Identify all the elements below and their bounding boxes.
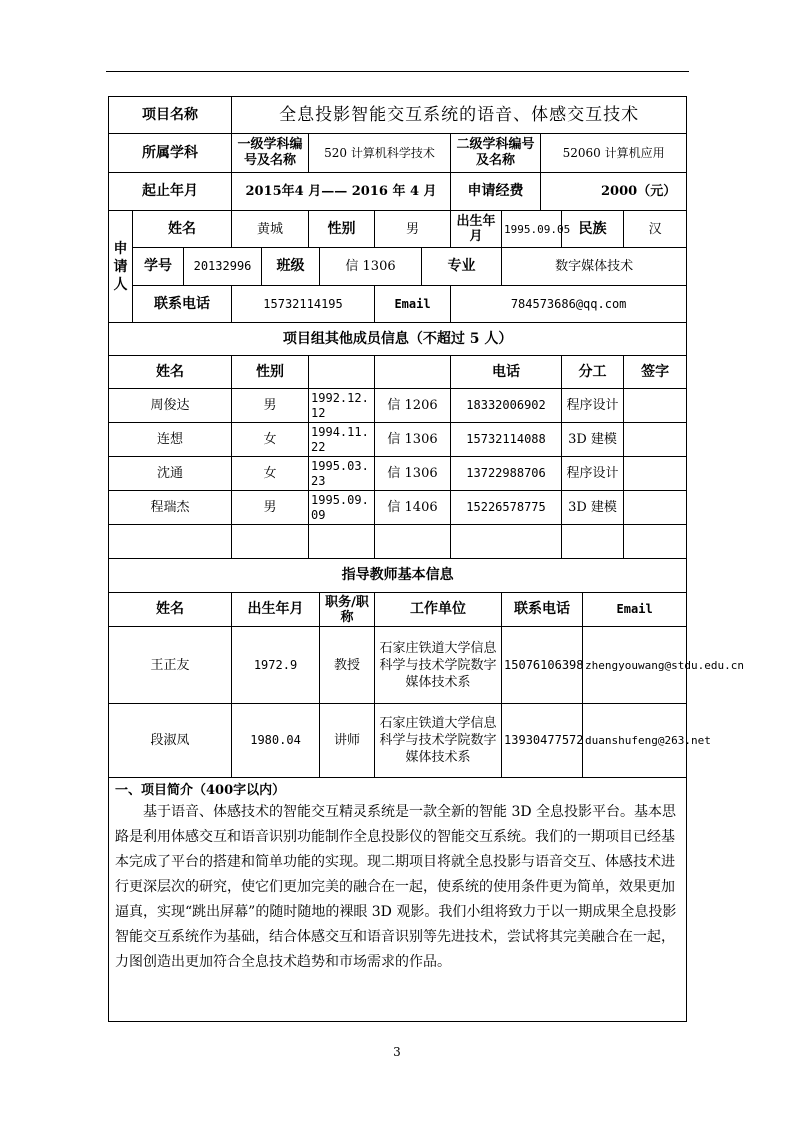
intro-text: 基于语音、体感技术的智能交互精灵系统是一款全新的智能 3D 全息投影平台。基本思路是利用体感交互和语音识别功能制作全息投影仪的智能交互系统。我们的一期项目已经基本完成了平台的搭建和简单功能的实现。现二期项目将就全息投影与语音交互、体感技术进行更深层次的研究，使它们更加完美的融合在一起，使系统的使用条件更为简单，效果更加逼真，实现“跳出屏幕”的随时随地的裸眼 3D 观影。我们小组将致力于以一期成果全息投影智能交互系统作为基础，结合体感交互和语音识别等先进技术，尝试将其完美融合在一起，力图创造出更加符合全息技术趋势和市场需求的作品。 <box>115 804 677 970</box>
members-header-phone: 电话 <box>451 356 562 389</box>
member-signature <box>624 423 687 457</box>
advisor-unit: 石家庄铁道大学信息科学与技术学院数字媒体技术系 <box>375 627 502 704</box>
page-number: 3 <box>393 1045 401 1059</box>
applicant-phone-value: 15732114195 <box>232 286 375 323</box>
member-phone: 15226578775 <box>451 491 562 525</box>
member-phone: 13722988706 <box>451 457 562 491</box>
advisors-header-birth: 出生年月 <box>232 593 320 627</box>
applicant-name-value: 黄城 <box>232 211 309 248</box>
member-signature <box>624 491 687 525</box>
members-header-birth <box>309 356 375 389</box>
member-signature <box>624 457 687 491</box>
member-birth: 1995.03.23 <box>309 457 375 491</box>
applicant-gender-label: 性别 <box>309 211 375 248</box>
members-header-class <box>375 356 451 389</box>
advisor-title: 讲师 <box>320 704 375 778</box>
applicant-birth-value: 1995.09.05 <box>502 211 562 248</box>
members-header-signature: 签字 <box>624 356 687 389</box>
header-rule <box>106 71 689 72</box>
advisor-birth: 1980.04 <box>232 704 320 778</box>
advisor-phone: 15076106398 <box>502 627 583 704</box>
table-row <box>109 491 687 525</box>
advisor-title: 教授 <box>320 627 375 704</box>
applicant-id-label: 学号 <box>133 248 184 286</box>
advisor-name: 王正友 <box>109 627 232 704</box>
advisors-header-unit: 工作单位 <box>375 593 502 627</box>
applicant-ethnicity-value: 汉 <box>624 211 687 248</box>
applicant-birth-label: 出生年月 <box>451 211 502 248</box>
application-form <box>108 96 744 1022</box>
table-row <box>109 704 687 778</box>
advisors-header-name: 姓名 <box>109 593 232 627</box>
table-row <box>109 457 687 491</box>
member-phone: 18332006902 <box>451 389 562 423</box>
advisor-birth: 1972.9 <box>232 627 320 704</box>
applicant-name-label: 姓名 <box>133 211 232 248</box>
intro-section <box>109 778 687 1022</box>
applicant-major-label: 专业 <box>422 248 502 286</box>
intro-heading: 一、项目简介（400字以内） <box>115 783 286 798</box>
table-row <box>109 627 687 704</box>
member-role: 程序设计 <box>562 389 624 423</box>
advisor-email: zhengyouwang@stdu.edu.cn <box>583 627 687 704</box>
table-row-empty <box>109 525 687 559</box>
applicant-class-value: 信 1306 <box>320 248 422 286</box>
member-class: 信 1306 <box>375 457 451 491</box>
advisor-phone: 13930477572 <box>502 704 583 778</box>
member-name: 周俊达 <box>109 389 232 423</box>
member-birth: 1995.09.09 <box>309 491 375 525</box>
applicant-section-label: 申 请 人 <box>109 211 133 323</box>
member-birth: 1994.11.22 <box>309 423 375 457</box>
applicant-class-label: 班级 <box>262 248 320 286</box>
member-name: 程瑞杰 <box>109 491 232 525</box>
level2-label: 二级学科编号及名称 <box>451 134 541 173</box>
period-label: 起止年月 <box>109 173 232 211</box>
applicant-phone-label: 联系电话 <box>133 286 232 323</box>
advisor-email: duanshufeng@263.net <box>583 704 687 778</box>
fund-value: 2000（元） <box>541 173 687 211</box>
applicant-email-label: Email <box>375 286 451 323</box>
applicant-email-value: 784573686@qq.com <box>451 286 687 323</box>
member-signature <box>624 389 687 423</box>
fund-label: 申请经费 <box>451 173 541 211</box>
project-name-label: 项目名称 <box>109 97 232 134</box>
member-gender: 女 <box>232 423 309 457</box>
member-class: 信 1406 <box>375 491 451 525</box>
member-gender: 男 <box>232 491 309 525</box>
table-row <box>109 423 687 457</box>
advisors-header-title: 职务/职称 <box>320 593 375 627</box>
members-header-gender: 性别 <box>232 356 309 389</box>
discipline-label: 所属学科 <box>109 134 232 173</box>
advisors-header-phone: 联系电话 <box>502 593 583 627</box>
members-header-name: 姓名 <box>109 356 232 389</box>
level2-value: 52060 计算机应用 <box>541 134 687 173</box>
applicant-id-value: 20132996 <box>184 248 262 286</box>
advisors-title: 指导教师基本信息 <box>109 559 687 593</box>
member-gender: 男 <box>232 389 309 423</box>
table-row <box>109 389 687 423</box>
level1-value: 520 计算机科学技术 <box>309 134 451 173</box>
project-name-value: 全息投影智能交互系统的语音、体感交互技术 <box>232 97 687 134</box>
advisor-name: 段淑凤 <box>109 704 232 778</box>
advisors-header-email: Email <box>583 593 687 627</box>
members-title: 项目组其他成员信息（不超过 5 人） <box>109 323 687 356</box>
member-role: 3D 建模 <box>562 491 624 525</box>
member-class: 信 1306 <box>375 423 451 457</box>
level1-label: 一级学科编号及名称 <box>232 134 309 173</box>
advisor-unit: 石家庄铁道大学信息科学与技术学院数字媒体技术系 <box>375 704 502 778</box>
member-role: 3D 建模 <box>562 423 624 457</box>
member-class: 信 1206 <box>375 389 451 423</box>
member-phone: 15732114088 <box>451 423 562 457</box>
member-gender: 女 <box>232 457 309 491</box>
applicant-ethnicity-label: 民族 <box>562 211 624 248</box>
applicant-major-value: 数字媒体技术 <box>502 248 687 286</box>
applicant-gender-value: 男 <box>375 211 451 248</box>
member-name: 沈通 <box>109 457 232 491</box>
member-birth: 1992.12.12 <box>309 389 375 423</box>
members-header-role: 分工 <box>562 356 624 389</box>
member-name: 连想 <box>109 423 232 457</box>
period-value: 2015年4 月—— 2016 年 4 月 <box>232 173 451 211</box>
member-role: 程序设计 <box>562 457 624 491</box>
